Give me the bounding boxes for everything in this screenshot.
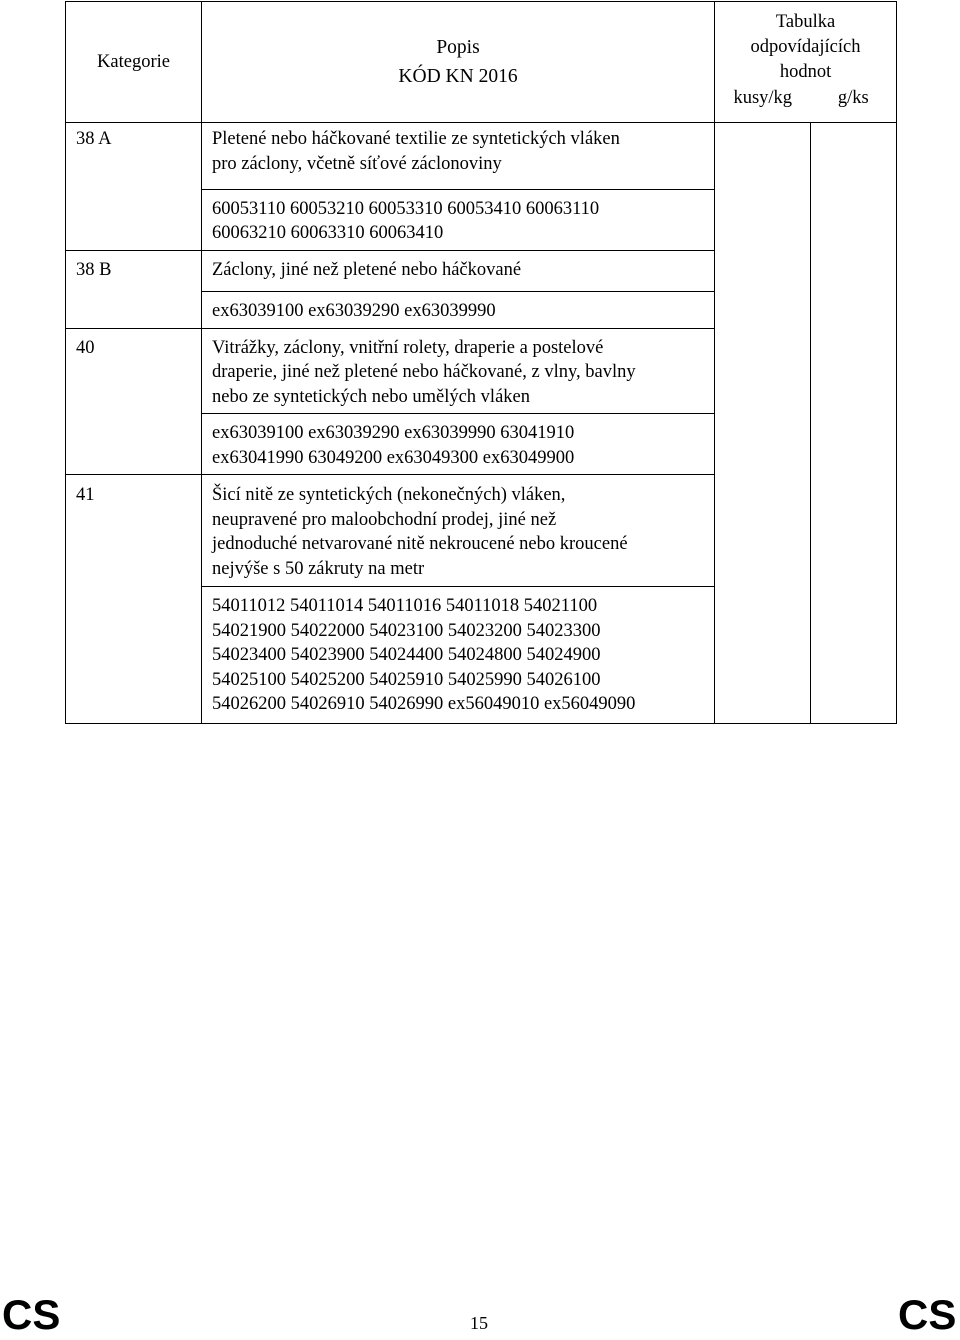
codes-cell <box>202 292 715 329</box>
header-unit-gks: g/ks <box>811 86 897 123</box>
codes-line: 54023400 54023900 54024400 54024800 54024900 <box>212 645 601 665</box>
description-cell <box>202 250 715 292</box>
codes-line: 54026200 54026910 54026990 ex56049010 ex56049090 <box>212 694 636 714</box>
description-cell <box>202 123 715 190</box>
category-cell-empty <box>66 189 202 250</box>
value-cell-gks <box>811 123 897 724</box>
header-unit-kusy: kusy/kg <box>715 86 811 123</box>
header-kod-kn: KÓD KN 2016 <box>398 66 518 87</box>
codes-line: 54011012 54011014 54011016 54011018 54021100 <box>212 596 598 616</box>
description-line: nebo ze syntetických nebo umělých vláken <box>212 386 530 407</box>
category-cell-empty <box>66 587 202 724</box>
description-line: Šicí nitě ze syntetických (nekonečných) vláken, <box>212 485 566 505</box>
description-line: Vitrážky, záclony, vnitřní rolety, draperie a postelové <box>212 337 604 358</box>
codes-line: 60063210 60063310 60063410 <box>212 223 444 243</box>
category-cell: 38 A <box>66 123 202 190</box>
category-cell-empty <box>66 414 202 475</box>
header-tabulka <box>715 2 897 87</box>
codes-cell <box>202 189 715 250</box>
category-cell: 38 B <box>66 250 202 292</box>
footer-language-mark-right: CS <box>898 1291 957 1338</box>
codes-line: 60053110 60053210 60053310 60053410 60063110 <box>212 198 600 219</box>
header-tabulka-line1: Tabulka <box>775 12 836 32</box>
page-number: 15 <box>470 1313 488 1333</box>
table-row <box>66 123 897 190</box>
description-line: pro záclony, včetně síťové záclonoviny <box>212 153 502 174</box>
footer-language-mark-left: CS <box>2 1291 61 1338</box>
description-line: nejvýše s 50 zákruty na metr <box>212 558 425 579</box>
header-popis <box>202 2 715 123</box>
category-cell: 40 <box>66 328 202 414</box>
header-popis-label: Popis <box>436 37 480 58</box>
codes-line: ex63039100 ex63039290 ex63039990 <box>212 301 496 321</box>
description-cell <box>202 328 715 414</box>
header-tabulka-line2: odpovídajících <box>750 37 861 57</box>
header-tabulka-line3: hodnot <box>779 62 832 82</box>
category-cell: 41 <box>66 475 202 587</box>
header-kategorie: Kategorie <box>66 2 202 123</box>
codes-cell <box>202 414 715 475</box>
description-line: Záclony, jiné než pletené nebo háčkované <box>212 259 522 280</box>
value-cell-kusy <box>715 123 811 724</box>
codes-line: ex63041990 63049200 ex63049300 ex63049900 <box>212 447 575 468</box>
codes-line: 54021900 54022000 54023100 54023200 54023300 <box>212 620 601 641</box>
category-cell-empty <box>66 292 202 329</box>
textile-category-table <box>65 1 896 724</box>
codes-line: 54025100 54025200 54025910 54025990 54026100 <box>212 669 601 690</box>
description-line: neupravené pro maloobchodní prodej, jiné než <box>212 509 557 530</box>
codes-cell <box>202 587 715 724</box>
description-line: jednoduché netvarované nitě nekroucené nebo kroucené <box>212 534 628 554</box>
description-line: draperie, jiné než pletené nebo háčkované, z vlny, bavlny <box>212 362 636 382</box>
description-cell <box>202 475 715 587</box>
codes-line: ex63039100 ex63039290 ex63039990 63041910 <box>212 423 575 443</box>
description-line: Pletené nebo háčkované textilie ze syntetických vláken <box>212 129 620 149</box>
